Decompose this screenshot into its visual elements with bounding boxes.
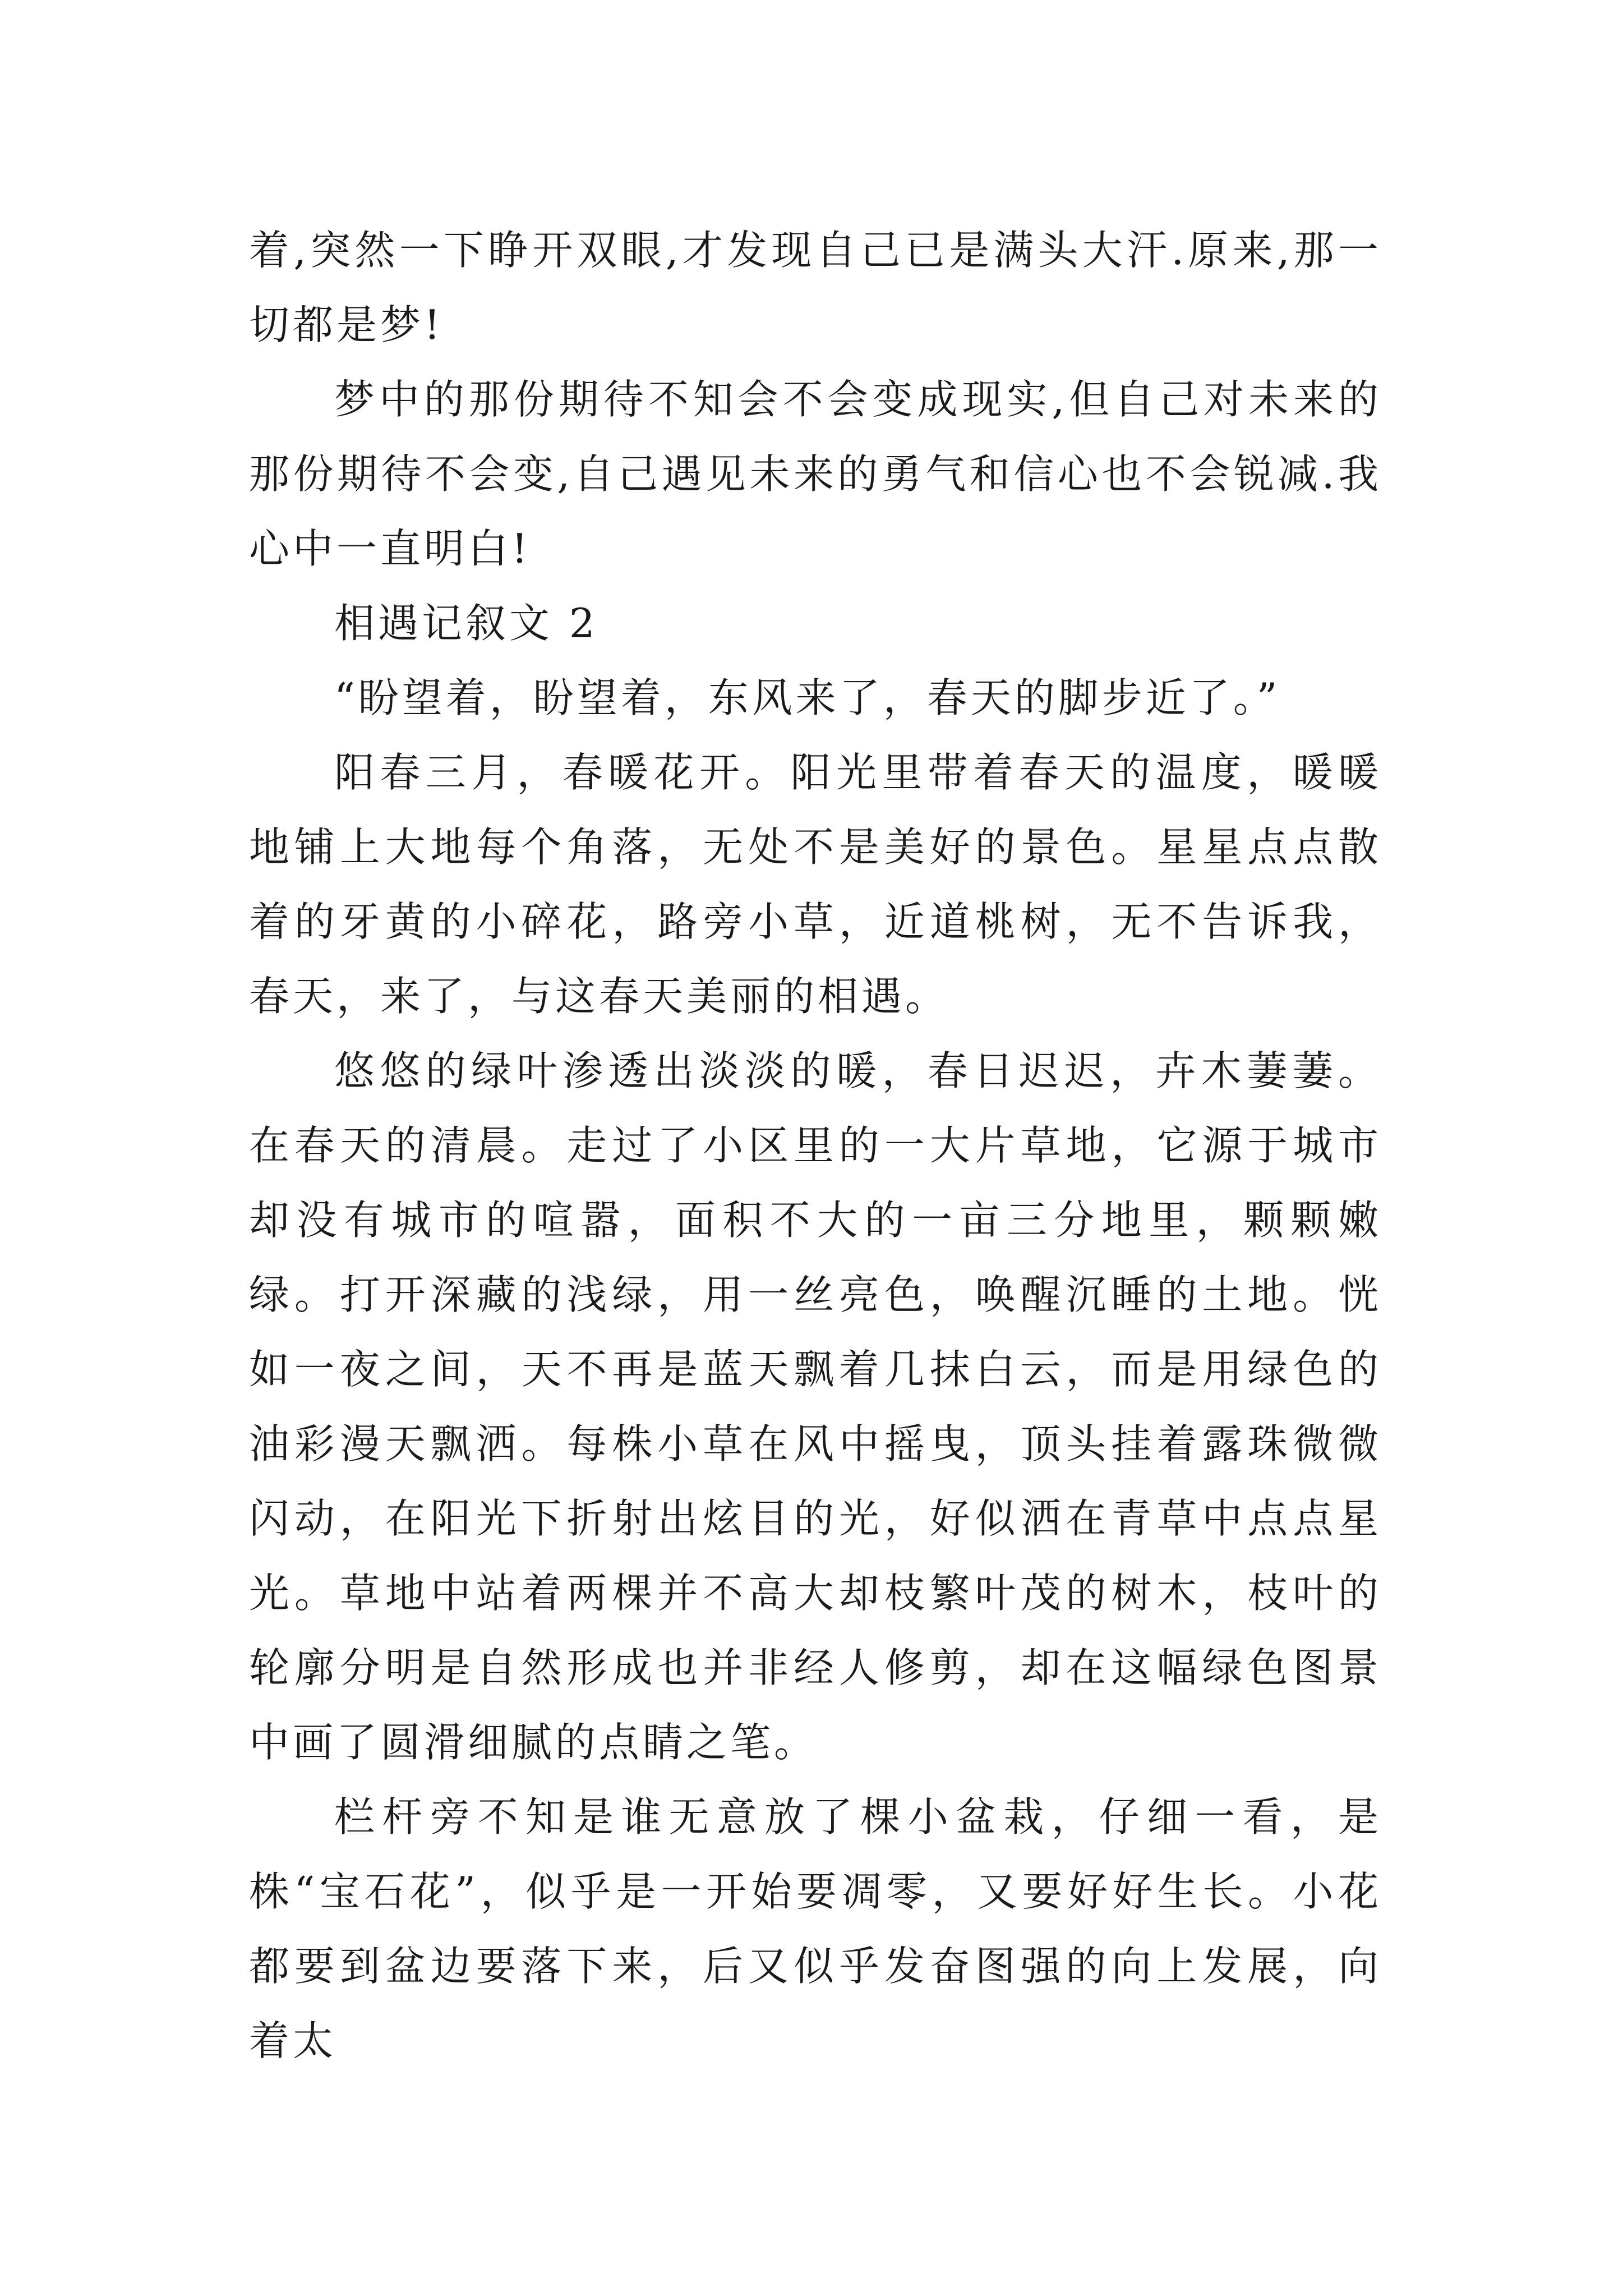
paragraph-2: 梦中的那份期待不知会不会变成现实,但自己对未来的那份期待不会变,自己遇见未来的勇气和信心也不会锐减.我心中一直明白!: [249, 376, 1382, 572]
section-heading: 相遇记叙文 2: [334, 600, 598, 647]
paragraph-4: 悠悠的绿叶渗透出淡淡的暖，春日迟迟，卉木萋萋。在春天的清晨。走过了小区里的一大片草地，它源于城市却没有城市的喧嚣，面积不大的一亩三分地里，颗颗嫩绿。打开深藏的浅绿，用一丝亮色，唤醒沉睡的土地。恍如一夜之间，天不再是蓝天飘着几抹白云，而是用绿色的油彩漫天飘洒。每株小草在风中摇曳，顶头挂着露珠微微闪动，在阳光下折射出炫目的光，好似洒在青草中点点星光。草地中站着两棵并不高大却枝繁叶茂的树木，枝叶的轮廓分明是自然形成也并非经人修剪，却在这幅绿色图景中画了圆滑细腻的点睛之笔。: [249, 1047, 1382, 1766]
document-page: [249, 213, 1382, 2078]
paragraph-1: 着,突然一下睁开双眼,才发现自己已是满头大汗.原来,那一切都是梦!: [249, 227, 1382, 348]
paragraph-5: 栏杆旁不知是谁无意放了棵小盆栽，仔细一看，是株“宝石花”，似乎是一开始要凋零，又要好好生长。小花都要到盆边要落下来，后又似乎发奋图强的向上发展，向着太: [249, 1793, 1382, 2064]
paragraph-3: 阳春三月，春暖花开。阳光里带着春天的温度，暖暖地铺上大地每个角落，无处不是美好的景色。星星点点散着的牙黄的小碎花，路旁小草，近道桃树，无不告诉我，春天，来了，与这春天美丽的相遇。: [249, 749, 1382, 1020]
paragraph-quote: “盼望着，盼望着，东风来了，春天的脚步近了。”: [334, 674, 1281, 721]
